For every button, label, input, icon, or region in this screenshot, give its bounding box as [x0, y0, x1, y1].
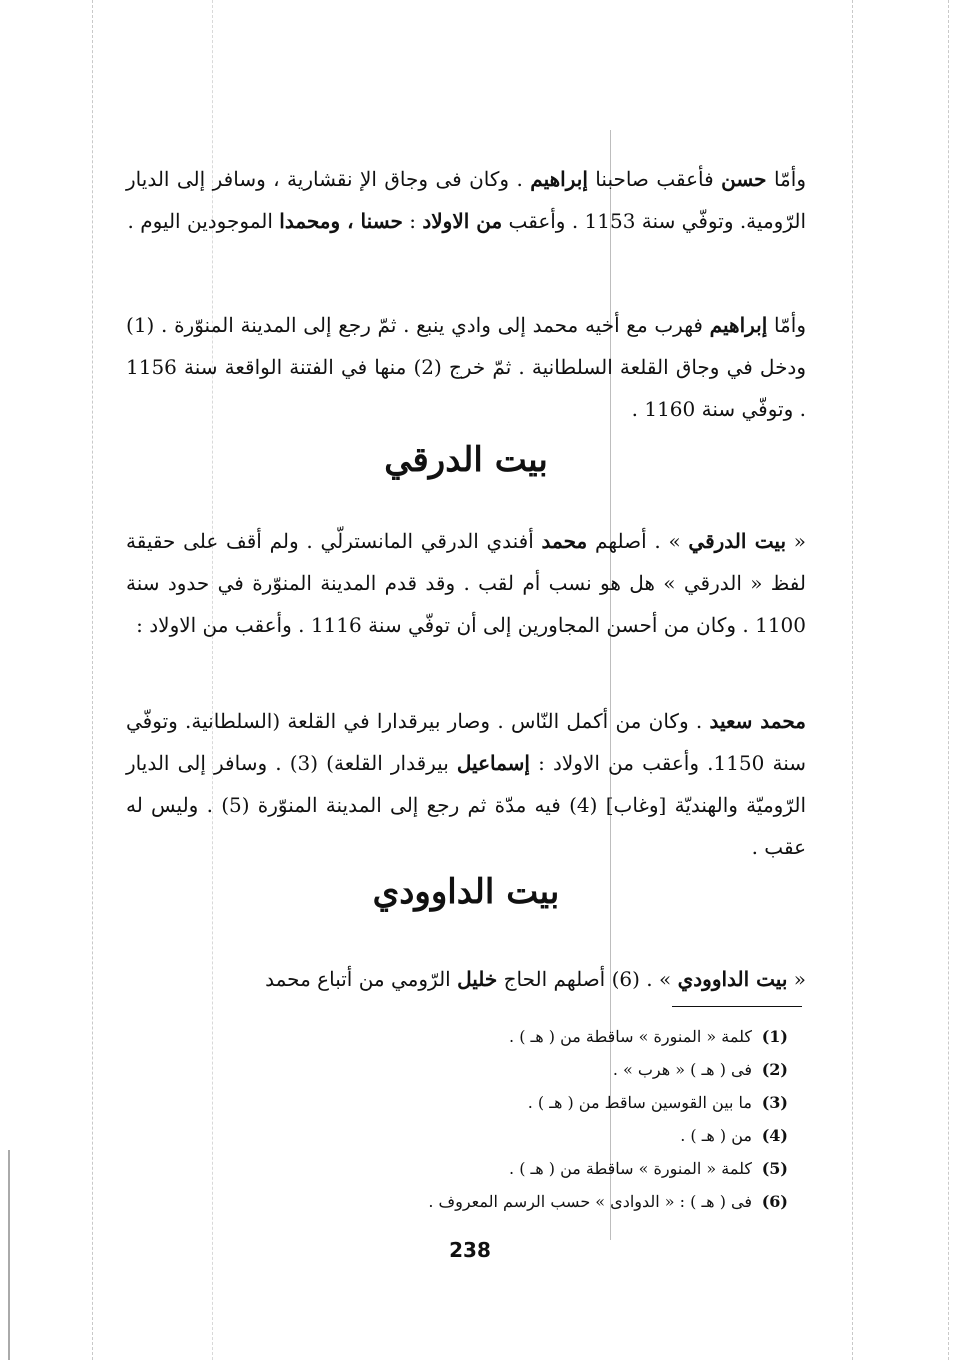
- paragraph-bayt-al-durqi: [126, 520, 806, 646]
- footnote-number: (6): [761, 1192, 788, 1211]
- text-run: . وكان من أكمل النّاس . وصار بيرقدارا في القلعة (السلطانية. وتوفّي سنة 1150. وأعقب من الاولاد :: [126, 709, 807, 775]
- footnote: [268, 1053, 788, 1086]
- scan-guide-line: [92, 0, 93, 1360]
- text-run: «: [786, 529, 807, 553]
- footnote-text: كلمة « المنورة » ساقطة من ( هـ ) .: [509, 1159, 752, 1178]
- paragraph-hasan: [126, 158, 806, 242]
- footnote: [268, 1152, 788, 1185]
- scan-guide-line: [852, 0, 853, 1360]
- footnote-number: (5): [761, 1159, 788, 1178]
- bold-name: محمد: [541, 529, 588, 553]
- text-run: » . (6) أصلهم الحاج: [497, 967, 678, 991]
- footnote: [268, 1086, 788, 1119]
- footnote-number: (4): [761, 1126, 788, 1145]
- footnote-text: فى ( هـ ) « هرب » .: [612, 1060, 752, 1079]
- footnote-number: (2): [761, 1060, 788, 1079]
- footnote-number: (1): [761, 1027, 788, 1046]
- bold-name: حسنا ، ومحمدا: [279, 209, 403, 233]
- bold-name: إسماعيل: [456, 751, 530, 775]
- bold-name: إبراهيم: [709, 313, 768, 337]
- bold-name: إبراهيم: [530, 167, 588, 191]
- footnote-text: كلمة « المنورة » ساقطة من ( هـ ) .: [509, 1027, 752, 1046]
- text-run: وأمّا: [766, 167, 806, 191]
- scan-edge-mark: [8, 1150, 10, 1360]
- footnote-number: (3): [761, 1093, 788, 1112]
- paragraph-ibrahim: [126, 304, 806, 430]
- text-run: فهرب مع أخيه محمد إلى وادي ينبع . ثمّ رجع إلى المدينة المنوّرة . (1) ودخل في وجاق القلعة السلطانية . ثمّ خرج (2) منها في الفتنة الواقعة سنة 1156 . وتوفّي سنة 1160 .: [126, 313, 806, 421]
- text-run: فأعقب صاحبنا: [587, 167, 722, 191]
- footnote-text: ما بين القوسين ساقط من ( هـ ) .: [527, 1093, 752, 1112]
- bold-name: خليل: [457, 967, 498, 991]
- text-run: وأمّا: [767, 313, 806, 337]
- footnote: [268, 1119, 788, 1152]
- bold-name: بيت الداوودي: [677, 967, 788, 991]
- text-run: :: [402, 209, 423, 233]
- text-run: بيرقدار القلعة) (3) . وسافر إلى الديار الرّوميّة والهنديّة [وغاب] (4) فيه مدّة ثم رجع إلى المدينة المنوّرة (5) . وليس له عقب .: [126, 751, 806, 859]
- text-run: . وكان فى وجاق الإ نقشارية ، وسافر إلى الديار الرّومية. وتوفّي سنة 1153 . وأعقب: [126, 167, 806, 233]
- footnote: [268, 1185, 788, 1218]
- section-heading-durqi: بيت الدرقي: [384, 440, 548, 480]
- paragraph-muhammad-said: [126, 700, 806, 868]
- footnotes-list: [268, 1020, 788, 1218]
- footnote-separator: [672, 1006, 802, 1007]
- text-run: «: [787, 967, 806, 991]
- footnote-text: فى ( هـ ) : « الدوادى » حسب الرسم المعروف .: [428, 1192, 752, 1211]
- bold-name: بيت الدرقي: [688, 529, 787, 553]
- paragraph-bayt-al-dawudi: [126, 958, 806, 1000]
- text-run: » . أصلهم: [587, 529, 689, 553]
- bold-name: من الاولاد: [422, 209, 503, 233]
- bold-name: محمد سعيد: [709, 709, 806, 733]
- text-run: الرّومي من أتباع محمد: [265, 967, 458, 991]
- text-run: أفندي الدرقي المانسترلّي . ولم أقف على حقيقة لفظ « الدرقي » هل هو نسب أم لقب . وقد قدم المدينة المنوّرة في حدود سنة 1100 . وكان من أحسن المجاورين إلى أن توفّي سنة 1116 . وأعقب من الاولاد :: [126, 529, 806, 637]
- text-run: الموجودين اليوم .: [127, 209, 280, 233]
- bold-name: حسن: [721, 167, 767, 191]
- footnote: [268, 1020, 788, 1053]
- footnote-text: من ( هـ ) .: [680, 1126, 752, 1145]
- section-heading-dawudi: بيت الداوودي: [372, 872, 560, 912]
- page-number: 238: [449, 1238, 491, 1262]
- scan-guide-line: [948, 0, 949, 1360]
